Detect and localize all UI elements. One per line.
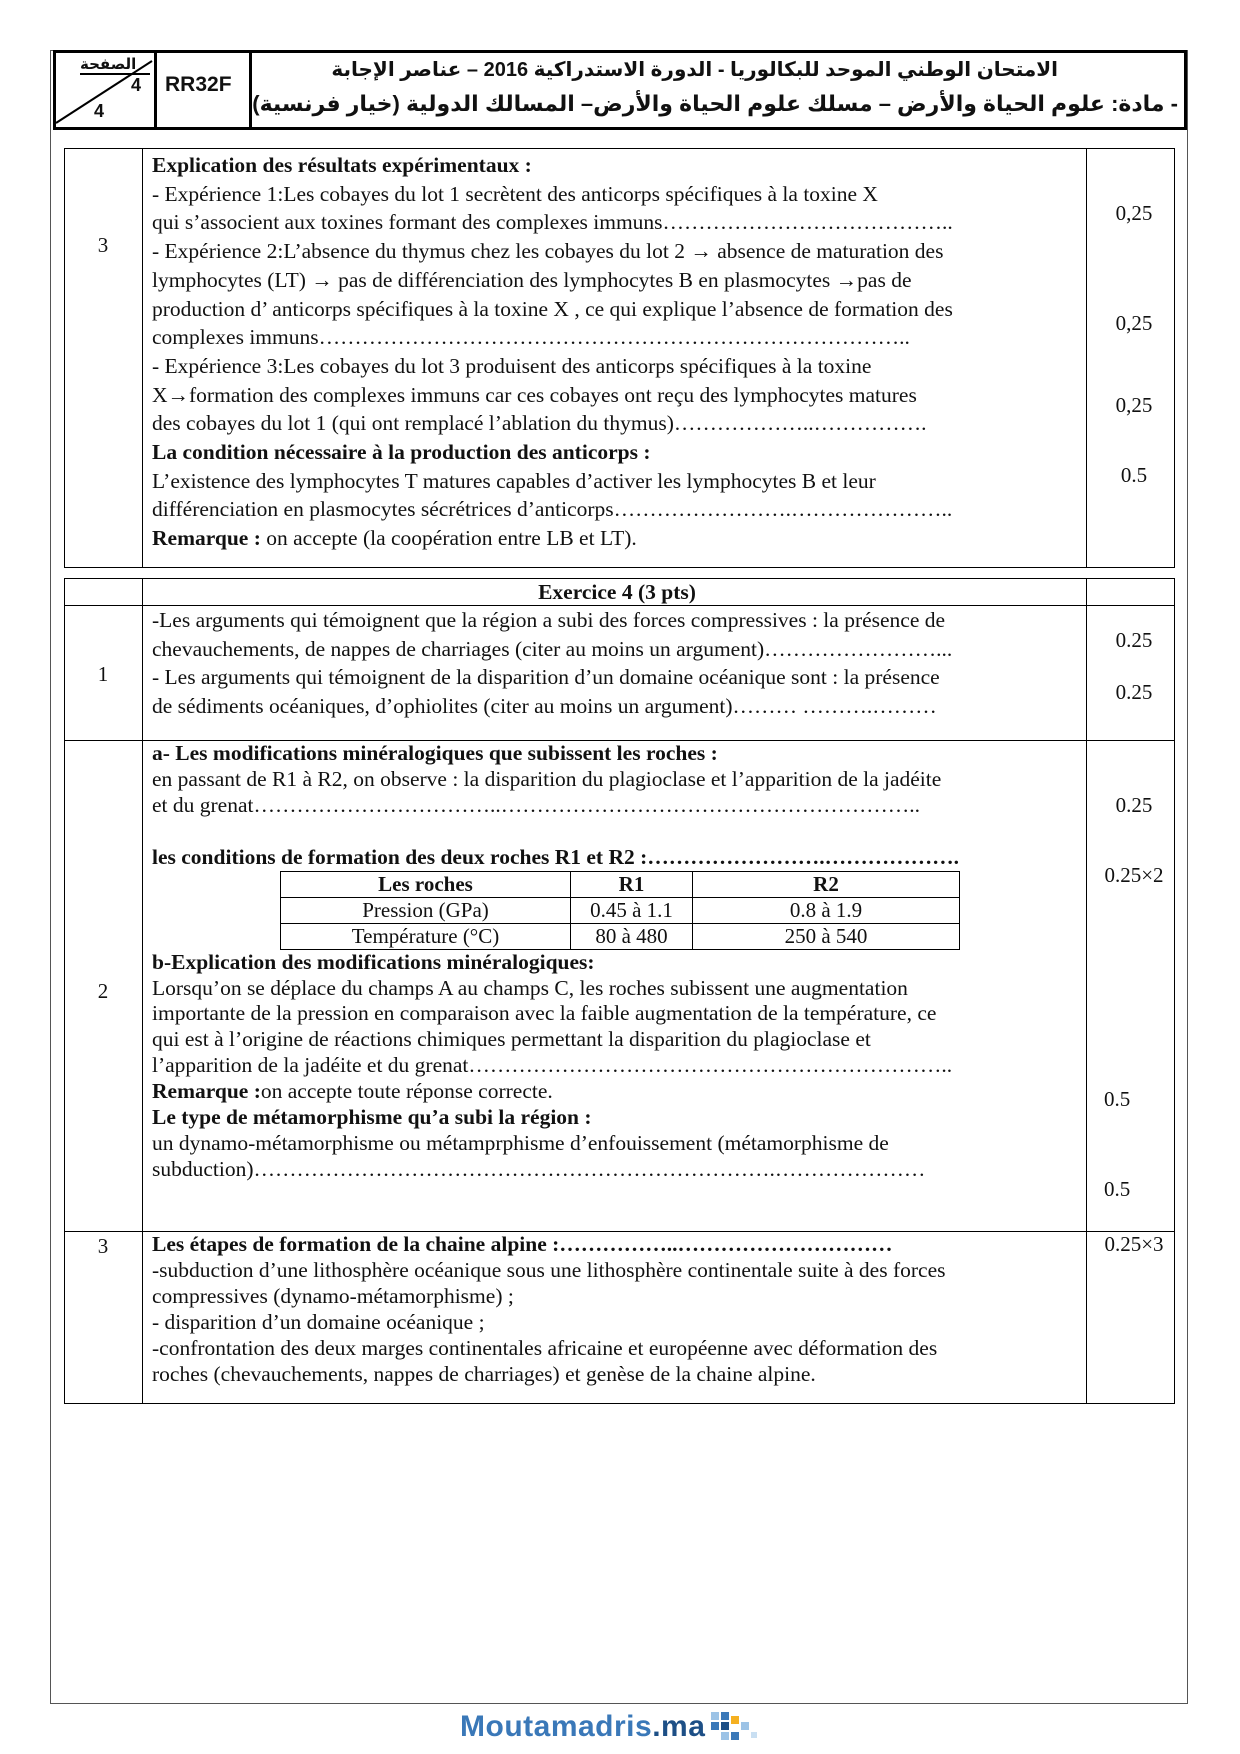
text-line: L’existence des lymphocytes T matures capables d’activer les lymphocytes B et leur xyxy=(152,468,876,493)
text-line: importante de la pression en comparaison avec la faible augmentation de la température, ce xyxy=(152,1001,937,1026)
exercise-4-question-1-row xyxy=(64,606,1175,741)
text-line: compressives (dynamo-métamorphisme) ; xyxy=(152,1283,514,1308)
question-number: 1 xyxy=(97,662,109,686)
text-line: -subduction d’une lithosphère océanique sous une lithosphère continentale suite à des forces xyxy=(152,1257,946,1282)
question-2-answer xyxy=(152,741,1082,1183)
remark-line xyxy=(152,524,1082,553)
text-line: - Les arguments qui témoignent de la disparition d’un domaine océanique sont : la présence xyxy=(152,665,940,690)
heading: Explication des résultats expérimentaux : xyxy=(152,153,532,177)
heading: a- Les modifications minéralogiques que subissent les roches : xyxy=(152,741,718,765)
text-line: complexes immuns……………………………………………………………………….. xyxy=(152,325,910,350)
logo-main: Moutamadris xyxy=(460,1710,653,1743)
table-row xyxy=(281,923,960,949)
score: 0.25 xyxy=(1115,680,1153,704)
question-3-row xyxy=(64,148,1175,568)
table-cell: Température (°C) xyxy=(281,923,571,949)
logo-ext: .ma xyxy=(652,1710,706,1743)
text-line: production d’ anticorps spécifiques à la toxine X , ce qui explique l’absence de formation des xyxy=(152,296,953,321)
table-cell: 0.8 à 1.9 xyxy=(693,897,960,923)
question-number: 3 xyxy=(97,1234,109,1258)
score: 0.25 xyxy=(1115,793,1153,817)
text-line: différenciation en plasmocytes sécrétrices d’anticorps…………………….………………….. xyxy=(152,497,953,522)
score: 0.25×2 xyxy=(1104,863,1164,887)
rock-conditions-table xyxy=(280,871,960,950)
table-cell: 80 à 480 xyxy=(571,923,693,949)
page-number: 4 xyxy=(131,75,142,95)
exam-header xyxy=(53,50,1187,130)
exercise-4-question-2-row xyxy=(64,741,1175,1231)
exam-title-line1: الامتحان الوطني الموحد للبكالوريا - الدورة الاستدراكية 2016 – عناصر الإجابة xyxy=(331,59,1058,81)
table-cell: Pression (GPa) xyxy=(281,897,571,923)
logo-text xyxy=(460,1710,705,1744)
text-line: Lorsqu’on se déplace du champs A au champs C, les roches subissent une augmentation xyxy=(152,975,908,1000)
score: 0.25 xyxy=(1115,628,1153,652)
text-line: roches (chevauchements, nappes de charriages) et genèse de la chaine alpine. xyxy=(152,1361,816,1386)
text-line: lymphocytes (LT) → pas de différenciation des lymphocytes B en plasmocytes →pas de xyxy=(152,267,912,292)
table-cell: 250 à 540 xyxy=(693,923,960,949)
table-cell: 0.45 à 1.1 xyxy=(571,897,693,923)
text-line: qui est à l’origine de réactions chimiques permettant la disparition du plagioclase et xyxy=(152,1027,871,1052)
text-line: en passant de R1 à R2, on observe : la disparition du plagioclase et l’apparition de la jadéite xyxy=(152,766,942,791)
text-line: qui s’associent aux toxines formant des complexes immuns………………………………….. xyxy=(152,210,953,235)
answer-table xyxy=(64,148,1175,1404)
remark-text: on accepte toute réponse correcte. xyxy=(260,1079,553,1104)
heading: La condition nécessaire à la production des anticorps : xyxy=(152,440,651,465)
text-line: de sédiments océaniques, d’ophiolites (citer au moins un argument)……… ……….……… xyxy=(152,694,937,719)
score: 0.25×3 xyxy=(1104,1232,1164,1256)
remark-text: on accepte (la coopération entre LB et LT). xyxy=(260,526,637,551)
exercise-4-title-row xyxy=(64,578,1175,606)
text-line: un dynamo-métamorphisme ou métamprphisme d’enfouissement (métamorphisme de xyxy=(152,1130,889,1155)
exam-title-line2: - مادة: علوم الحياة والأرض – مسلك علوم الحياة والأرض– المسالك الدولية (خيار فرنسية) xyxy=(252,91,1178,116)
question-number: 2 xyxy=(97,979,109,1003)
exercise-4-question-3-row xyxy=(64,1231,1175,1404)
text-line: - disparition d’un domaine océanique ; xyxy=(152,1309,485,1334)
heading: b-Explication des modifications minéralogiques: xyxy=(152,949,595,974)
pixel-logo-icon xyxy=(705,1708,765,1748)
table-header-row xyxy=(281,871,960,897)
text-line: -confrontation des deux marges continentales africaine et européenne avec déformation des xyxy=(152,1335,938,1360)
table-header: Les roches xyxy=(281,871,571,897)
text-line: -Les arguments qui témoignent que la région a subi des forces compressives : la présence de xyxy=(152,608,946,632)
exam-code: RR32F xyxy=(157,53,252,127)
text-line: subduction)……………………………………………………………….………………… xyxy=(152,1156,926,1181)
page-label: الصفحة xyxy=(80,59,150,75)
question-3-answer xyxy=(152,1232,1082,1387)
remark-line xyxy=(152,1079,1082,1105)
score: 0.5 xyxy=(1120,463,1148,487)
score: 0,25 xyxy=(1115,393,1153,417)
text-line: - Expérience 3:Les cobayes du lot 3 produisent des anticorps spécifiques à la toxine xyxy=(152,353,872,378)
page-number-box xyxy=(56,53,157,127)
table-header: R2 xyxy=(693,871,960,897)
score: 0.5 xyxy=(1104,1087,1131,1111)
text-line: X→formation des complexes immuns car ces cobayes ont reçu des lymphocytes matures xyxy=(152,382,917,407)
score: 0,25 xyxy=(1115,201,1153,225)
table-row xyxy=(281,897,960,923)
heading: les conditions de formation des deux roches R1 et R2 :…………………….………………. xyxy=(152,844,960,869)
text-line: - Expérience 2:L’absence du thymus chez les cobayes du lot 2 → absence de maturation des xyxy=(152,239,944,264)
text-line: - Expérience 1:Les cobayes du lot 1 secrètent des anticorps spécifiques à la toxine X xyxy=(152,181,878,206)
text-line: chevauchements, de nappes de charriages (citer au moins un argument)……………………... xyxy=(152,636,953,661)
remark-label: Remarque : xyxy=(152,1079,261,1104)
text-line: l’apparition de la jadéite et du grenat………………………………………………………….. xyxy=(152,1053,953,1078)
page-total: 4 xyxy=(94,101,105,121)
heading: Les étapes de formation de la chaine alpine :……………..………………………… xyxy=(152,1232,893,1256)
text-line: des cobayes du lot 1 (qui ont remplacé l’ablation du thymus)………………..……………. xyxy=(152,411,927,436)
text-line: et du grenat……………………………..………………………………………………….. xyxy=(152,792,920,817)
exam-title xyxy=(252,53,1184,127)
question-1-answer xyxy=(152,606,1082,721)
question-number: 3 xyxy=(97,233,109,257)
table-header: R1 xyxy=(571,871,693,897)
score: 0,25 xyxy=(1115,311,1153,335)
moutamadris-logo[interactable] xyxy=(460,1708,780,1748)
score: 0.5 xyxy=(1104,1177,1131,1201)
question-3-answer xyxy=(152,151,1082,553)
remark-label: Remarque : xyxy=(152,526,261,551)
exercise-4-title: Exercice 4 (3 pts) xyxy=(538,580,696,604)
heading: Le type de métamorphisme qu’a subi la région : xyxy=(152,1105,592,1130)
